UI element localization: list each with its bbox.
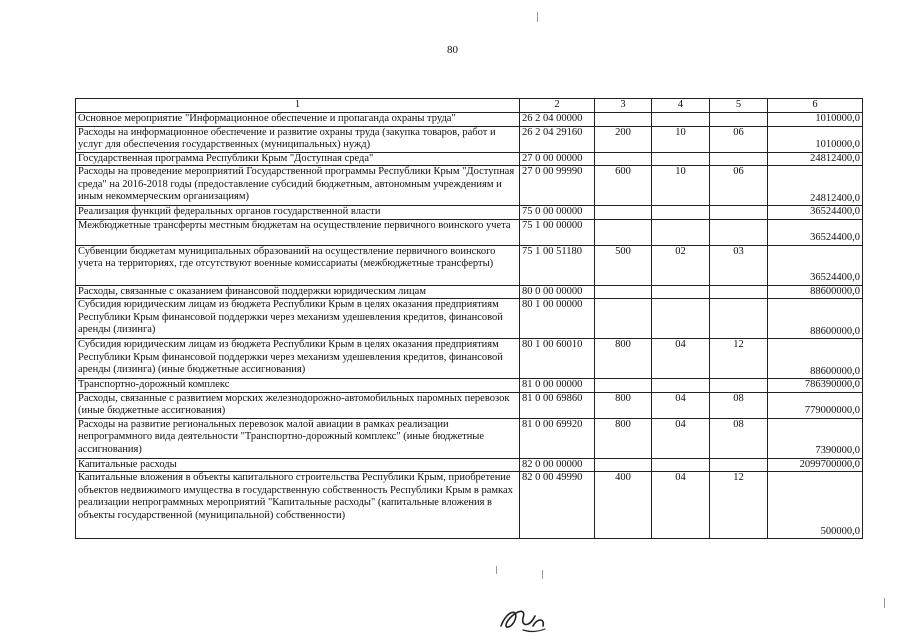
- column-header: 4: [652, 99, 710, 113]
- row-subsection-cell: [710, 458, 768, 472]
- table-row: [76, 379, 863, 393]
- row-section-cell: [652, 379, 710, 393]
- row-expense-type-cell: 200: [595, 126, 652, 152]
- row-section-cell: 10: [652, 126, 710, 152]
- row-code-cell: 80 1 00 60010: [520, 339, 595, 379]
- row-section-cell: 04: [652, 472, 710, 539]
- row-amount-cell: 24812400,0: [768, 152, 863, 166]
- row-name-cell: Субсидия юридическим лицам из бюджета Республики Крым в целях оказания предприятиям Республики Крым финансовой поддержки через механизм удешевления кредитов, финансовой аренды (лизинга): [76, 299, 520, 339]
- row-expense-type-cell: [595, 206, 652, 220]
- column-header: 5: [710, 99, 768, 113]
- row-name-cell: Расходы, связанные с оказанием финансовой поддержки юридическим лицам: [76, 285, 520, 299]
- row-subsection-cell: [710, 379, 768, 393]
- table-row: [76, 126, 863, 152]
- row-subsection-cell: [710, 219, 768, 245]
- row-code-cell: 81 0 00 00000: [520, 379, 595, 393]
- row-amount-cell: 2099700000,0: [768, 458, 863, 472]
- row-subsection-cell: 08: [710, 418, 768, 458]
- row-name-cell: Субвенции бюджетам муниципальных образований на осуществление первичного воинского учета на территориях, где отсутствуют военные комиссариаты (межбюджетные трансферты): [76, 245, 520, 285]
- row-name-cell: Основное мероприятие "Информационное обеспечение и пропаганда охраны труда": [76, 113, 520, 127]
- row-expense-type-cell: [595, 458, 652, 472]
- row-amount-cell: 36524400,0: [768, 219, 863, 245]
- row-subsection-cell: 08: [710, 392, 768, 418]
- row-expense-type-cell: 400: [595, 472, 652, 539]
- row-expense-type-cell: [595, 299, 652, 339]
- table-row: [76, 418, 863, 458]
- row-amount-cell: 88600000,0: [768, 299, 863, 339]
- row-code-cell: 81 0 00 69860: [520, 392, 595, 418]
- row-expense-type-cell: 800: [595, 339, 652, 379]
- row-code-cell: 75 1 00 00000: [520, 219, 595, 245]
- table-row: [76, 392, 863, 418]
- table-row: [76, 245, 863, 285]
- row-expense-type-cell: [595, 285, 652, 299]
- row-subsection-cell: [710, 152, 768, 166]
- row-expense-type-cell: 800: [595, 392, 652, 418]
- row-amount-cell: 36524400,0: [768, 206, 863, 220]
- row-name-cell: Расходы на развитие региональных перевозок малой авиации в рамках реализации непрограммного вида деятельности "Транспортно-дорожный комплекс" (иные бюджетные ассигнования): [76, 418, 520, 458]
- row-section-cell: [652, 152, 710, 166]
- row-name-cell: Государственная программа Республики Крым "Доступная среда": [76, 152, 520, 166]
- row-amount-cell: 1010000,0: [768, 113, 863, 127]
- row-section-cell: 04: [652, 392, 710, 418]
- row-code-cell: 26 2 04 00000: [520, 113, 595, 127]
- row-name-cell: Межбюджетные трансферты местным бюджетам на осуществление первичного воинского учета: [76, 219, 520, 245]
- row-name-cell: Субсидия юридическим лицам из бюджета Республики Крым в целях оказания предприятиям Республики Крым финансовой поддержки через механизм удешевления кредитов, финансовой аренды (лизинга) (иные бюджетные ассигнования): [76, 339, 520, 379]
- row-amount-cell: 7390000,0: [768, 418, 863, 458]
- row-expense-type-cell: [595, 219, 652, 245]
- row-subsection-cell: [710, 285, 768, 299]
- scan-artifact: [542, 570, 543, 579]
- row-name-cell: Транспортно-дорожный комплекс: [76, 379, 520, 393]
- budget-table: [75, 98, 863, 539]
- row-expense-type-cell: [595, 379, 652, 393]
- row-name-cell: Капитальные расходы: [76, 458, 520, 472]
- row-expense-type-cell: 500: [595, 245, 652, 285]
- row-amount-cell: 500000,0: [768, 472, 863, 539]
- row-code-cell: 80 0 00 00000: [520, 285, 595, 299]
- row-expense-type-cell: [595, 113, 652, 127]
- table-row: [76, 166, 863, 206]
- row-subsection-cell: 03: [710, 245, 768, 285]
- table-row: [76, 206, 863, 220]
- table-row: [76, 219, 863, 245]
- row-code-cell: 27 0 00 99990: [520, 166, 595, 206]
- table-row: [76, 472, 863, 539]
- row-name-cell: Расходы на информационное обеспечение и развитие охраны труда (закупка товаров, работ и услуг для обеспечения государственных (муниципальных) нужд): [76, 126, 520, 152]
- table-row: [76, 458, 863, 472]
- table-row: [76, 152, 863, 166]
- page-number: 80: [447, 44, 458, 56]
- row-section-cell: [652, 219, 710, 245]
- row-code-cell: 82 0 00 00000: [520, 458, 595, 472]
- column-header: 6: [768, 99, 863, 113]
- row-amount-cell: 786390000,0: [768, 379, 863, 393]
- table-header-row: [76, 99, 863, 113]
- row-code-cell: 27 0 00 00000: [520, 152, 595, 166]
- column-header: 2: [520, 99, 595, 113]
- handwritten-signature: [493, 596, 553, 636]
- row-name-cell: Реализация функций федеральных органов государственной власти: [76, 206, 520, 220]
- row-name-cell: Капитальные вложения в объекты капитального строительства Республики Крым, приобретение объектов недвижимого имущества в государственную собственность Республики Крым в рамках реализации непрограммных мероприятий "Капитальные расходы" (капитальные вложения в объекты государственной (муниципальной) собственности): [76, 472, 520, 539]
- row-section-cell: [652, 458, 710, 472]
- row-code-cell: 81 0 00 69920: [520, 418, 595, 458]
- row-section-cell: 10: [652, 166, 710, 206]
- row-subsection-cell: 06: [710, 166, 768, 206]
- row-section-cell: 04: [652, 339, 710, 379]
- row-section-cell: 04: [652, 418, 710, 458]
- row-section-cell: 02: [652, 245, 710, 285]
- row-amount-cell: 88600000,0: [768, 339, 863, 379]
- row-subsection-cell: [710, 206, 768, 220]
- row-code-cell: 26 2 04 29160: [520, 126, 595, 152]
- row-name-cell: Расходы, связанные с развитием морских железнодорожно-автомобильных паромных перевозок (иные бюджетные ассигнования): [76, 392, 520, 418]
- column-header: 3: [595, 99, 652, 113]
- row-amount-cell: 1010000,0: [768, 126, 863, 152]
- row-code-cell: 82 0 00 49990: [520, 472, 595, 539]
- row-expense-type-cell: 600: [595, 166, 652, 206]
- row-name-cell: Расходы на проведение мероприятий Государственной программы Республики Крым "Доступная среда" на 2016-2018 годы (предоставление субсидий бюджетным, автономным учреждениям и иным некоммерческим организациям): [76, 166, 520, 206]
- table-row: [76, 339, 863, 379]
- table-row: [76, 299, 863, 339]
- table-row: [76, 113, 863, 127]
- row-code-cell: 75 1 00 51180: [520, 245, 595, 285]
- row-amount-cell: 779000000,0: [768, 392, 863, 418]
- row-expense-type-cell: [595, 152, 652, 166]
- scan-artifact: [496, 566, 497, 574]
- row-subsection-cell: 06: [710, 126, 768, 152]
- row-section-cell: [652, 113, 710, 127]
- row-section-cell: [652, 299, 710, 339]
- scan-artifact: [884, 598, 885, 608]
- row-code-cell: 80 1 00 00000: [520, 299, 595, 339]
- row-subsection-cell: [710, 299, 768, 339]
- row-code-cell: 75 0 00 00000: [520, 206, 595, 220]
- table-row: [76, 285, 863, 299]
- row-section-cell: [652, 206, 710, 220]
- row-subsection-cell: 12: [710, 472, 768, 539]
- row-amount-cell: 36524400,0: [768, 245, 863, 285]
- row-section-cell: [652, 285, 710, 299]
- row-amount-cell: 88600000,0: [768, 285, 863, 299]
- row-amount-cell: 24812400,0: [768, 166, 863, 206]
- scan-artifact: [537, 12, 538, 22]
- row-expense-type-cell: 800: [595, 418, 652, 458]
- row-subsection-cell: 12: [710, 339, 768, 379]
- column-header: 1: [76, 99, 520, 113]
- row-subsection-cell: [710, 113, 768, 127]
